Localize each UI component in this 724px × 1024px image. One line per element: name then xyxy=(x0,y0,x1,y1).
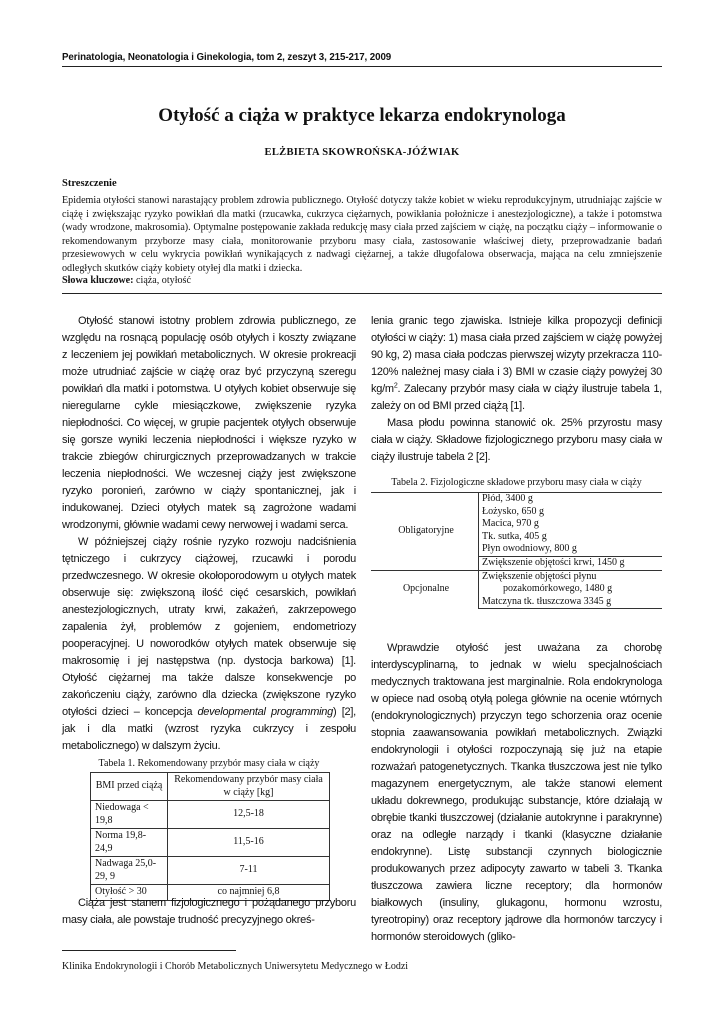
table-cell: Nadwaga 25,0-29, 9 xyxy=(91,857,168,885)
table-group-cell: Opcjonalne xyxy=(371,570,479,609)
table-group-cell: Obligatoryjne xyxy=(371,493,479,570)
table-cell: co najmniej 6,8 xyxy=(168,885,330,901)
table-row xyxy=(371,570,662,583)
table-cell: Niedowaga < 19,8 xyxy=(91,801,168,829)
abstract-rule xyxy=(62,293,662,294)
table2-caption: Tabela 2. Fizjologiczne składowe przyboru masy ciała w ciąży xyxy=(391,477,642,488)
table-row xyxy=(371,493,662,506)
footnote-rule xyxy=(62,950,236,951)
table-cell: Płód, 3400 g xyxy=(482,493,533,504)
affiliation-footnote: Klinika Endokrynologii i Chorób Metabolicznych Uniwersytetu Medycznego w Łodzi xyxy=(62,961,409,972)
abstract-text: Epidemia otyłości stanowi narastający problem zdrowia publicznego. Otyłość dotyczy także kobiet w wieku reprodukcyjnym, utrudniając zajście w ciążę i zwiększając ryzyko powikłań dla matki (rzucawka, cukrzyca ciężarnych, powikłania położnicze i anestezjologiczne), a także i potomstwa (wady wrodzone, makrosomia). Optymalne postępowanie zakłada redukcję masy ciała przed zajściem w ciążę, na początku ciąży – informowanie o rekomendowanym przyborze masy ciała, monitorowanie przyboru masy ciała, zastosowanie właściwej diety, przeprowadzanie badań przesiewowych w celu wykrycia powikłań wynikających z nadwagi ciężarnej, a także długofalowa obserwacja, mająca na celu zmniejszenie odległych skutków ciąży kobiety otyłej dla matki i dziecka. xyxy=(62,195,662,274)
table-cell: 7-11 xyxy=(168,857,330,885)
body-right-column xyxy=(371,313,662,466)
table-cell: Zwiększenie objętości krwi, 1450 g xyxy=(479,556,663,570)
table-cell: Norma 19,8-24,9 xyxy=(91,829,168,857)
table-cell: Płyn owodniowy, 800 g xyxy=(482,543,577,555)
body-left-column-continued xyxy=(62,895,356,929)
table-row xyxy=(91,857,330,885)
table-header-row xyxy=(91,773,330,801)
italic-term: developmental programming xyxy=(197,706,334,718)
keywords-label: Słowa kluczowe: xyxy=(62,275,134,286)
table-row xyxy=(91,829,330,857)
table1 xyxy=(90,772,330,901)
body-left-column xyxy=(62,313,356,755)
table-header-cell: BMI przed ciążą xyxy=(91,773,168,801)
table-cell: 12,5-18 xyxy=(168,801,330,829)
table-cell: Łożysko, 650 g xyxy=(482,505,544,517)
paragraph: W późniejszej ciąży rośnie ryzyko rozwoju nadciśnienia tętniczego i cukrzycy ciążowej, rzucawki i porodu przedwczesnego. W okresie okołoporodowym u otyłych matek obserwuje się: zwiększoną ilość cięć cesarskich, powikłań anestezjologicznych, utraty krwi, zakażeń, zakrzepowego zapalenia żył, problemów z gojeniem, endometriozy pooperacyjnej. U noworodków otyłych matek obserwuje się makrosomię i jej następstwa (np. dystocja barkowa) [1]. Otyłość ciężarnej ma także dalsze konsekwencje po zakończeniu ciąży, zarówno dla dziecka (zwiększone ryzyko otyłości dzieci – koncepcja developmental programming) [2], jak i dla matki (wzrost ryzyka cukrzycy i zespołu metabolicznego) w dalszym życiu. xyxy=(62,536,356,752)
keywords-value: ciąża, otyłość xyxy=(136,275,191,286)
running-head: Perinatologia, Neonatologia i Ginekologia, tom 2, zeszyt 3, 215-217, 2009 xyxy=(62,51,392,63)
table-cell: pozakomórkowego, 1480 g xyxy=(503,583,613,595)
paragraph: Ciąża jest stanem fizjologicznego i pożądanego przyboru masy ciała, ale powstaje trudność precyzyjnego okreś- xyxy=(62,897,356,926)
table-header-cell: Rekomendowany przybór masy ciała w ciąży [kg] xyxy=(168,773,330,801)
keywords xyxy=(62,275,191,286)
table-cell: 11,5-16 xyxy=(168,829,330,857)
table-cell: Otyłość > 30 xyxy=(91,885,168,901)
paragraph: Otyłość stanowi istotny problem zdrowia publicznego, ze względu na rosnącą populację osób otyłych i koszty związane z leczeniem jej powikłań metabolicznych. W okresie prokreacji może utrudniać zajście w ciążę oraz być przyczyną szeregu powikłań dla matki i potomstwa. U otyłych kobiet obserwuje się nieregularne cykle miesiączkowe, zwiększenie ryzyka niepłodności. Co więcej, w grupie pacjentek otyłych obserwuje się gorsze wyniki leczenia niepłodności i większe ryzyko w trakcie zbiegów chirurgicznych przeprowadzanych w trakcie leczenia niepłodności. We wczesnej ciąży jest zwiększone ryzyko poronień, zarówno w ciąży spontanicznej, jak i indukowanej. Dzieci otyłych matek są zagrożone wadami wrodzonymi, głównie wadami cewy nerwowej i wadami serca. xyxy=(62,315,356,531)
paragraph: Wprawdzie otyłość jest uważana za chorobę interdyscyplinarną, to jednak w wielu specjalnościach medycznych traktowana jest marginalnie. Rola endokrynologa w opiece nad osobą otyłą polega głównie na ocenie wtórnych (endokrynologicznych) przyczyn tego schorzenia oraz ocenie stopnia zaawansowania powikłań metabolicznych. Związki endokrynologii i otyłości rozpoczynają się już na etapie rozważań patogenetycznych. Tkanka tłuszczowa jest nie tylko magazynem energetycznym, ale także stanowi element układu dokrewnego, produkując substancje, które działają w obrębie tkanki tłuszczowej (działanie autokrynne i parakrynne) oraz na odległe narządy i tkanki (klasyczne działanie endokrynne). Listę substancji czynnych biologicznie produkowanych przez adipocyty zawarto w tabeli 3. Tkanka tłuszczowa zawiera liczne receptory; dla hormonów białkowych (insuliny, glukagonu, hormonu wzrostu, tyreotropiny) oraz receptory jądrowe dla hormonów tarczycy i hormonów steroidowych (gliko- xyxy=(371,642,662,943)
body-right-column-continued xyxy=(371,640,662,946)
table2 xyxy=(371,493,662,609)
table1-caption: Tabela 1. Rekomendowany przybór masy ciała w ciąży xyxy=(98,758,320,769)
author: ELŻBIETA SKOWROŃSKA-JÓŹWIAK xyxy=(264,147,460,158)
table-cell: Tk. sutka, 405 g xyxy=(482,530,547,542)
table-cell: Matczyna tk. tłuszczowa 3345 g xyxy=(479,596,663,609)
paragraph: lenia granic tego zjawiska. Istnieje kilka propozycji definicji otyłości w ciąży: 1) masa ciała przed zajściem w ciążę powyżej 90 kg, 2) masa ciała podczas pierwszej wizyty przekracza 110-120% należnej masy ciała i 3) BMI w czasie ciąży powyżej 30 $kg/m^2$. Zalecany przybór masy ciała w ciąży ilustruje tabela 1, zależy on od BMI przed ciążą [1]. xyxy=(371,315,662,412)
table-row xyxy=(91,801,330,829)
table-cell: Zwiększenie objętości płynu xyxy=(479,570,663,583)
abstract-heading: Streszczenie xyxy=(62,178,117,189)
header-rule xyxy=(62,66,662,67)
paragraph: Masa płodu powinna stanowić ok. 25% przyrostu masy ciała w ciąży. Składowe fizjologicznego przyboru masy ciała w ciąży ilustruje tabela 2 [2]. xyxy=(371,417,662,463)
article-title: Otyłość a ciąża w praktyce lekarza endokrynologa xyxy=(158,105,566,126)
table-cell: Macica, 970 g xyxy=(482,518,539,530)
